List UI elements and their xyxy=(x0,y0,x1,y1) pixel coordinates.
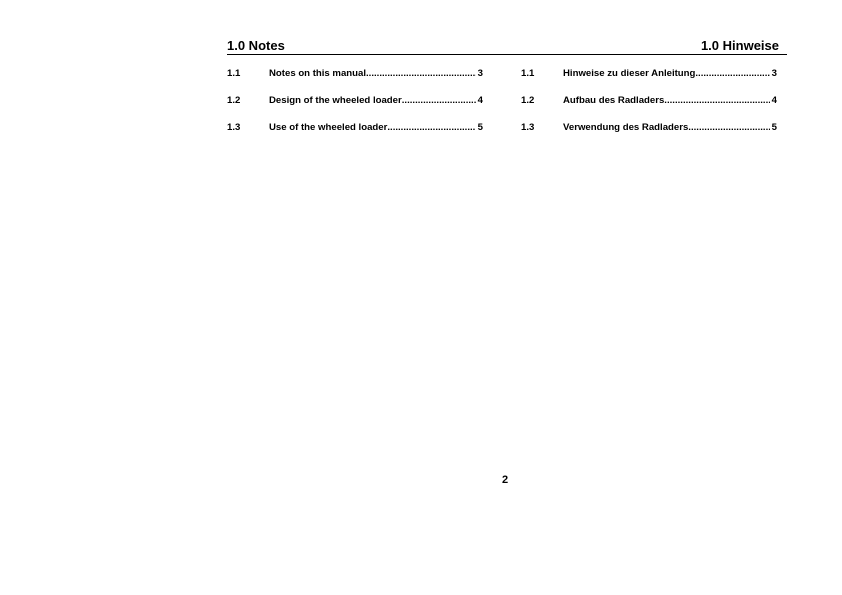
toc-entry[interactable] xyxy=(521,68,777,95)
toc-entry-title: Design of the wheeled loader xyxy=(269,95,402,106)
toc-dot-leader xyxy=(402,95,476,106)
toc-entry-title: Verwendung des Radladers xyxy=(563,122,689,133)
page-number: 2 xyxy=(501,474,509,486)
toc-entry[interactable] xyxy=(521,95,777,122)
toc-dot-leader xyxy=(366,68,476,79)
toc-entry-page: 5 xyxy=(477,122,483,133)
toc-entry[interactable] xyxy=(227,68,483,95)
section-title-german: 1.0 Hinweise xyxy=(700,38,779,53)
toc-german xyxy=(521,68,777,149)
toc-entry[interactable] xyxy=(227,95,483,122)
toc-dot-leader xyxy=(695,68,769,79)
toc-entry-number: 1.3 xyxy=(227,122,241,133)
toc-dot-leader xyxy=(688,122,769,133)
toc-entry-title: Notes on this manual xyxy=(269,68,367,79)
toc-dot-leader xyxy=(387,122,475,133)
toc-entry-number: 1.3 xyxy=(521,122,535,133)
toc-entry-number: 1.2 xyxy=(521,95,535,106)
toc-entry[interactable] xyxy=(227,122,483,149)
toc-dot-leader xyxy=(664,95,769,106)
toc-entry-title: Use of the wheeled loader xyxy=(269,122,388,133)
toc-entry-page: 4 xyxy=(771,95,777,106)
header-rule xyxy=(227,54,787,55)
toc-entry-title: Hinweise zu dieser Anleitung xyxy=(563,68,696,79)
toc-entry-page: 3 xyxy=(477,68,483,79)
section-title-english: 1.0 Notes xyxy=(227,38,285,53)
toc-entry-number: 1.1 xyxy=(227,68,241,79)
toc-entry[interactable] xyxy=(521,122,777,149)
toc-entry-title: Aufbau des Radladers xyxy=(563,95,665,106)
toc-entry-page: 5 xyxy=(771,122,777,133)
toc-english xyxy=(227,68,483,149)
toc-entry-number: 1.1 xyxy=(521,68,535,79)
toc-entry-page: 3 xyxy=(771,68,777,79)
toc-entry-page: 4 xyxy=(477,95,483,106)
toc-entry-number: 1.2 xyxy=(227,95,241,106)
